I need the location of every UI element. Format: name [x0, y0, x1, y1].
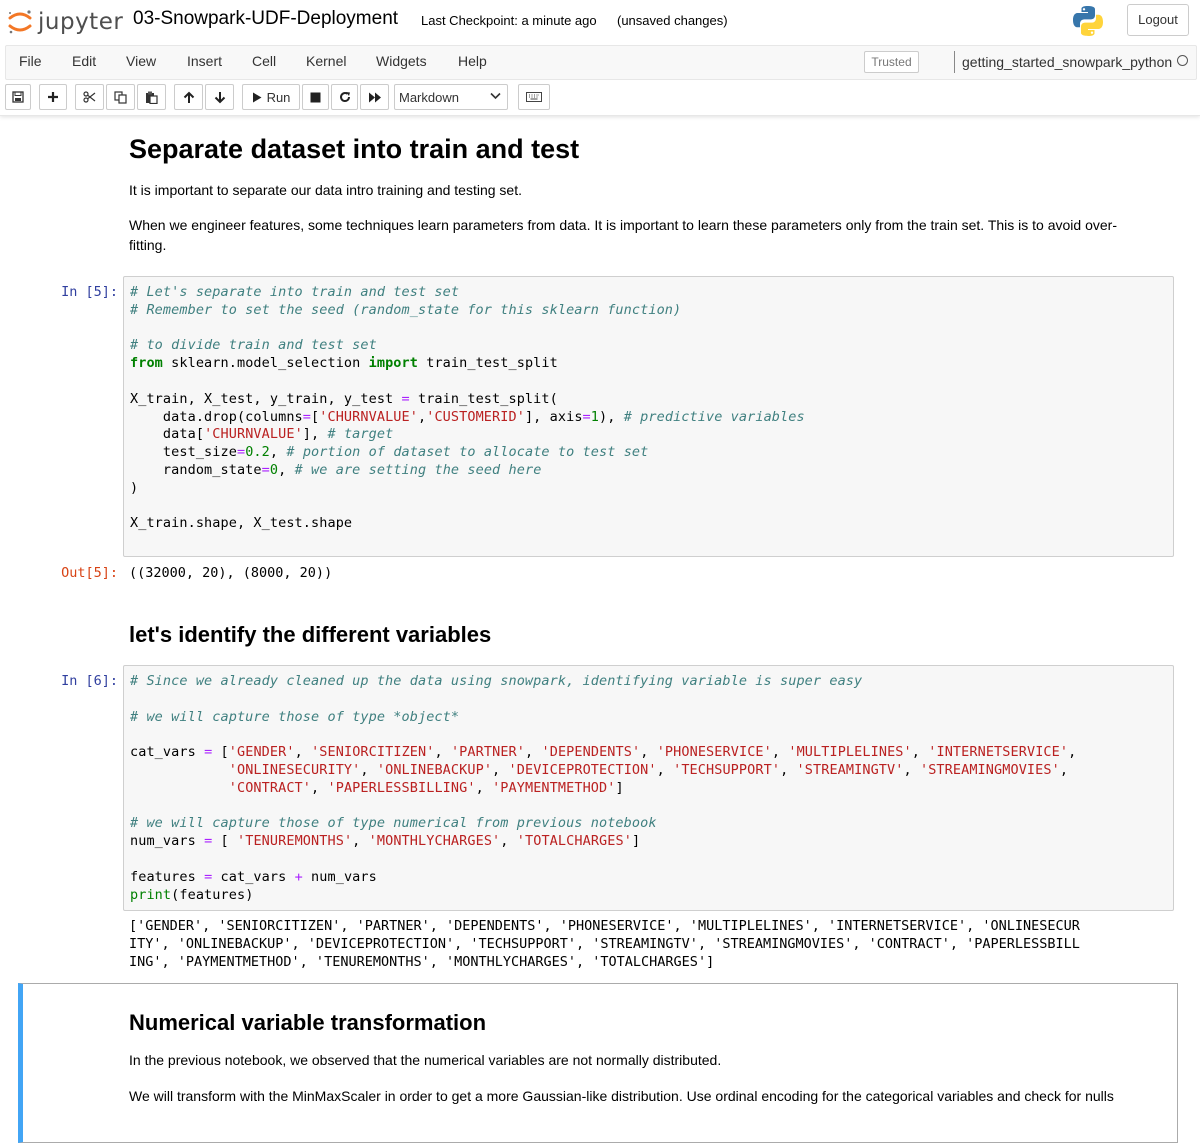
interrupt-kernel-button[interactable]: [302, 84, 329, 110]
command-palette-button[interactable]: [518, 84, 550, 110]
menu-help[interactable]: Help: [458, 53, 487, 69]
output-line: ING', 'PAYMENTMETHOD', 'TENUREMONTHS', 'MONTHLYCHARGES', 'TOTALCHARGES']: [129, 953, 715, 970]
code-editor[interactable]: # Since we already cleaned up the data using snowpark, identifying variable is super easy # we will capture those of type *object* cat_vars = ['GENDER', 'SENIORCITIZEN', 'PARTNER', 'DEPENDENTS', 'PHONESERVICE', 'MULTIPLELINES', 'INTERNETSERVICE', 'ONLINESECURITY', 'ONLINEBACKUP', 'DEVICEPROTECTION', 'TECHSUPPORT', 'STREAMINGTV', 'STREAMINGMOVIES', 'CONTRACT', 'PAPERLESSBILLING', 'PAYMENTMETHOD'] # we will capture those of type numerical from previous notebook num_vars = [ 'TENUREMONTHS', 'MONTHLYCHARGES', 'TOTALCHARGES'] features = cat_vars + num_vars print(features): [130, 673, 1077, 903]
markdown-paragraph: When we engineer features, some techniques learn parameters from data. It is important to learn these parameters only from the train set. This is to avoid over-fitting.: [129, 217, 1117, 253]
logout-button[interactable]: Logout: [1127, 4, 1189, 36]
scissors-icon: [83, 91, 96, 103]
cell-type-value: Markdown: [399, 90, 459, 105]
cell-type-select[interactable]: [394, 84, 508, 110]
arrow-down-icon: [214, 91, 226, 104]
code-cell-input[interactable]: [123, 665, 1174, 911]
markdown-paragraph: It is important to separate our data intro training and testing set.: [129, 182, 522, 198]
fast-forward-icon: [368, 92, 382, 103]
jupyter-logo[interactable]: [6, 6, 124, 36]
section-heading: Separate dataset into train and test: [129, 134, 580, 164]
arrow-up-icon: [183, 91, 195, 104]
cell-output: ((32000, 20), (8000, 20)): [129, 565, 333, 581]
autosave-status: (unsaved changes): [617, 13, 728, 28]
checkpoint-status: Last Checkpoint: a minute ago: [421, 13, 597, 28]
output-prompt: Out[5]:: [61, 565, 118, 581]
paste-icon: [145, 91, 158, 104]
copy-button[interactable]: [106, 84, 135, 110]
copy-icon: [114, 91, 127, 104]
keyboard-icon: [526, 92, 542, 102]
save-button[interactable]: [5, 84, 31, 110]
stop-icon: [310, 92, 321, 103]
input-prompt: In [6]:: [61, 673, 118, 689]
restart-kernel-button[interactable]: [331, 84, 358, 110]
python-logo-icon: [1071, 4, 1105, 38]
cut-button[interactable]: [75, 84, 104, 110]
toolbar: [0, 84, 1200, 112]
jupyter-logo-text: jupyter: [38, 9, 124, 35]
chevron-down-icon: [490, 92, 501, 100]
trusted-indicator[interactable]: Trusted: [864, 51, 919, 73]
run-button[interactable]: [242, 84, 300, 110]
menu-insert[interactable]: Insert: [187, 53, 223, 69]
notebook-name[interactable]: 03-Snowpark-UDF-Deployment: [133, 8, 399, 29]
kernel-idle-icon: [1177, 55, 1188, 66]
jupyter-logo-icon: [6, 8, 34, 36]
notebook-container: [0, 115, 1200, 1143]
markdown-paragraph: In the previous notebook, we observed that the numerical variables are not normally distributed.: [129, 1052, 722, 1068]
code-cell-input[interactable]: [123, 276, 1174, 557]
markdown-paragraph: We will transform with the MinMaxScaler in order to get a more Gaussian-like distribution. Use ordinal encoding for the categorical variables and check for nulls: [129, 1088, 1114, 1104]
paste-button[interactable]: [137, 84, 166, 110]
section-heading: let's identify the different variables: [129, 622, 492, 647]
markdown-cell[interactable]: [129, 134, 1159, 165]
run-label: Run: [266, 89, 291, 105]
menu-widgets[interactable]: Widgets: [376, 53, 427, 69]
title-row: [0, 0, 1200, 42]
menu-bar: [5, 45, 1197, 80]
move-down-button[interactable]: [205, 84, 234, 110]
insert-cell-button[interactable]: [39, 84, 67, 110]
menu-edit[interactable]: Edit: [72, 53, 97, 69]
output-line: ITY', 'ONLINEBACKUP', 'DEVICEPROTECTION', 'TECHSUPPORT', 'STREAMINGTV', 'STREAMINGMOVIES', 'CONTRACT', 'PAPERLESSBILL: [129, 935, 1080, 952]
input-prompt: In [5]:: [61, 284, 118, 300]
code-editor[interactable]: # Let's separate into train and test set # Remember to set the seed (random_state for this sklearn function) # to divide train and test set from sklearn.model_selection import train_test_split X_train, X_test, y_train, y_test = train_test_split( data.drop(columns=['CHURNVALUE','CUSTOMERID'], axis=1), # predictive variables data['CHURNVALUE'], # target test_size=0.2, # portion of dataset to allocate to test set random_state=0, # we are setting the seed here ) X_train.shape, X_test.shape: [130, 284, 805, 532]
cell-output: [129, 918, 1080, 971]
plus-icon: [47, 91, 59, 103]
move-up-button[interactable]: [174, 84, 203, 110]
section-heading: Numerical variable transformation: [129, 1010, 487, 1035]
output-line: ['GENDER', 'SENIORCITIZEN', 'PARTNER', 'DEPENDENTS', 'PHONESERVICE', 'MULTIPLELINES', 'INTERNETSERVICE', 'ONLINESECUR: [129, 918, 1080, 934]
restart-run-all-button[interactable]: [360, 84, 389, 110]
menu-view[interactable]: View: [126, 53, 157, 69]
kernel-name: getting_started_snowpark_python: [954, 51, 1172, 73]
restart-icon: [339, 91, 351, 103]
menu-file[interactable]: File: [19, 53, 42, 69]
save-icon: [12, 91, 24, 103]
notebook-header: [0, 0, 1200, 116]
markdown-cell[interactable]: [129, 1010, 1159, 1036]
menu-cell[interactable]: Cell: [252, 53, 277, 69]
markdown-cell[interactable]: [129, 622, 1159, 648]
play-icon: [252, 92, 262, 103]
menu-kernel[interactable]: Kernel: [306, 53, 347, 69]
